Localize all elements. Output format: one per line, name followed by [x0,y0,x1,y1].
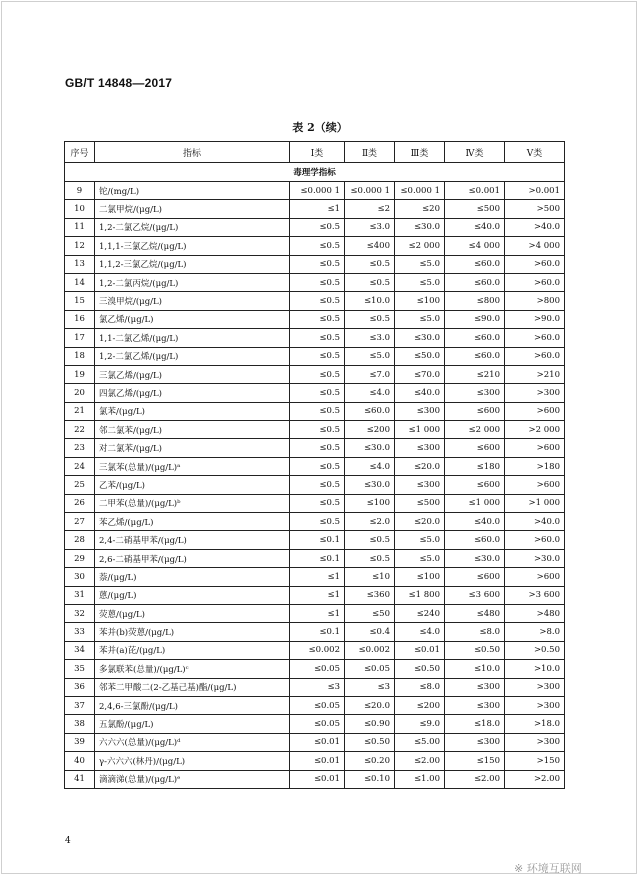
table-row [65,494,565,512]
class-4-cell: ≤30.0 [445,549,505,567]
class-1-cell: ≤0.5 [290,347,345,365]
indicator-cell: 苯并(b)荧蒽/(μg/L) [95,623,290,641]
class-2-cell: ≤400 [345,237,395,255]
indicator-cell: 1,2-二氯丙烷/(μg/L) [95,273,290,291]
serial-cell: 36 [65,678,95,696]
class-2-cell: ≤30.0 [345,439,395,457]
class-2-cell: ≤0.5 [345,549,395,567]
class-5-cell: >60.0 [505,531,565,549]
class-3-cell: ≤240 [395,604,445,622]
class-2-cell: ≤4.0 [345,457,395,475]
class-1-cell: ≤3 [290,678,345,696]
serial-cell: 23 [65,439,95,457]
class-2-cell: ≤7.0 [345,365,395,383]
class-4-cell: ≤600 [445,439,505,457]
class-2-cell: ≤100 [345,494,395,512]
class-2-cell: ≤3.0 [345,329,395,347]
table-row [65,660,565,678]
indicator-cell: 对二氯苯/(μg/L) [95,439,290,457]
class-3-cell: ≤30.0 [395,329,445,347]
serial-cell: 39 [65,733,95,751]
class-2-cell: ≤0.50 [345,733,395,751]
class-1-cell: ≤0.5 [290,402,345,420]
class-1-cell: ≤0.5 [290,255,345,273]
table-row [65,292,565,310]
serial-cell: 38 [65,715,95,733]
section-title: 毒理学指标 [65,163,565,182]
indicator-cell: 荧蒽/(μg/L) [95,604,290,622]
col-header-class-2: Ⅱ类 [345,142,395,163]
indicator-cell: 1,2-二氯乙烷/(μg/L) [95,218,290,236]
class-4-cell: ≤60.0 [445,255,505,273]
class-5-cell: >600 [505,568,565,586]
class-1-cell: ≤0.5 [290,513,345,531]
class-2-cell: ≤0.000 1 [345,182,395,200]
class-1-cell: ≤0.5 [290,494,345,512]
class-4-cell: ≤300 [445,733,505,751]
class-5-cell: >600 [505,402,565,420]
serial-cell: 24 [65,457,95,475]
class-5-cell: >150 [505,752,565,770]
class-1-cell: ≤0.5 [290,421,345,439]
serial-cell: 15 [65,292,95,310]
indicator-cell: 苯乙烯/(μg/L) [95,513,290,531]
indicator-cell: 2,6-二硝基甲苯/(μg/L) [95,549,290,567]
table-row [65,329,565,347]
class-2-cell: ≤50 [345,604,395,622]
indicator-cell: 乙苯/(μg/L) [95,476,290,494]
table-row [65,457,565,475]
table-row [65,255,565,273]
table-caption: 表 2（续） [292,121,348,134]
watermark: ※ 环境互联网 [514,862,582,875]
class-5-cell: >40.0 [505,513,565,531]
class-5-cell: >60.0 [505,255,565,273]
indicator-cell: 氯乙烯/(μg/L) [95,310,290,328]
class-4-cell: ≤600 [445,402,505,420]
indicator-cell: 二甲苯(总量)/(μg/L)ᵇ [95,494,290,512]
class-4-cell: ≤10.0 [445,660,505,678]
table-row [65,733,565,751]
class-5-cell: >4 000 [505,237,565,255]
class-4-cell: ≤4 000 [445,237,505,255]
serial-cell: 21 [65,402,95,420]
class-1-cell: ≤0.5 [290,292,345,310]
class-1-cell: ≤1 [290,568,345,586]
table-row [65,696,565,714]
class-5-cell: >40.0 [505,218,565,236]
class-2-cell: ≤3 [345,678,395,696]
class-3-cell: ≤5.0 [395,549,445,567]
table-row [65,402,565,420]
indicator-cell: 1,1,2-三氯乙烷/(μg/L) [95,255,290,273]
class-5-cell: >60.0 [505,347,565,365]
class-1-cell: ≤0.5 [290,384,345,402]
indicator-cell: 1,1-二氯乙烯/(μg/L) [95,329,290,347]
serial-cell: 29 [65,549,95,567]
class-1-cell: ≤0.5 [290,218,345,236]
class-3-cell: ≤1 800 [395,586,445,604]
class-1-cell: ≤1 [290,604,345,622]
serial-cell: 28 [65,531,95,549]
class-4-cell: ≤60.0 [445,329,505,347]
indicator-cell: 三氯乙烯/(μg/L) [95,365,290,383]
class-5-cell: >2.00 [505,770,565,788]
class-1-cell: ≤0.5 [290,273,345,291]
serial-cell: 14 [65,273,95,291]
class-1-cell: ≤0.5 [290,365,345,383]
class-5-cell: >0.001 [505,182,565,200]
class-4-cell: ≤150 [445,752,505,770]
col-header-serial: 序号 [65,142,95,163]
table-row [65,182,565,200]
class-3-cell: ≤5.00 [395,733,445,751]
indicator-cell: 2,4-二硝基甲苯/(μg/L) [95,531,290,549]
class-1-cell: ≤0.5 [290,457,345,475]
indicator-cell: 1,2-二氯乙烯/(μg/L) [95,347,290,365]
class-5-cell: >300 [505,696,565,714]
class-1-cell: ≤0.002 [290,641,345,659]
class-2-cell: ≤5.0 [345,347,395,365]
class-3-cell: ≤20 [395,200,445,218]
class-1-cell: ≤0.5 [290,439,345,457]
class-5-cell: >3 600 [505,586,565,604]
class-4-cell: ≤40.0 [445,218,505,236]
class-1-cell: ≤0.05 [290,715,345,733]
class-1-cell: ≤0.1 [290,531,345,549]
indicator-cell: 多氯联苯(总量)/(μg/L)ᶜ [95,660,290,678]
class-3-cell: ≤300 [395,476,445,494]
class-5-cell: >8.0 [505,623,565,641]
class-3-cell: ≤70.0 [395,365,445,383]
class-3-cell: ≤100 [395,292,445,310]
class-5-cell: >60.0 [505,273,565,291]
serial-cell: 13 [65,255,95,273]
class-5-cell: >300 [505,733,565,751]
class-4-cell: ≤60.0 [445,273,505,291]
serial-cell: 37 [65,696,95,714]
class-3-cell: ≤40.0 [395,384,445,402]
class-1-cell: ≤1 [290,200,345,218]
groundwater-quality-table [64,141,565,789]
class-3-cell: ≤0.01 [395,641,445,659]
class-3-cell: ≤100 [395,568,445,586]
class-3-cell: ≤9.0 [395,715,445,733]
class-1-cell: ≤0.1 [290,549,345,567]
serial-cell: 22 [65,421,95,439]
class-1-cell: ≤0.5 [290,476,345,494]
class-2-cell: ≤0.5 [345,255,395,273]
serial-cell: 20 [65,384,95,402]
class-5-cell: >600 [505,439,565,457]
indicator-cell: 二氯甲烷/(μg/L) [95,200,290,218]
class-2-cell: ≤0.5 [345,310,395,328]
indicator-cell: 1,1,1-三氯乙烷/(μg/L) [95,237,290,255]
class-4-cell: ≤600 [445,568,505,586]
class-5-cell: >60.0 [505,329,565,347]
class-3-cell: ≤200 [395,696,445,714]
col-header-class-4: Ⅳ类 [445,142,505,163]
class-4-cell: ≤300 [445,678,505,696]
class-2-cell: ≤2.0 [345,513,395,531]
class-2-cell: ≤3.0 [345,218,395,236]
class-4-cell: ≤3 600 [445,586,505,604]
class-5-cell: >480 [505,604,565,622]
table-row [65,678,565,696]
class-1-cell: ≤0.5 [290,237,345,255]
class-3-cell: ≤8.0 [395,678,445,696]
class-2-cell: ≤4.0 [345,384,395,402]
class-5-cell: >18.0 [505,715,565,733]
class-3-cell: ≤20.0 [395,457,445,475]
class-5-cell: >180 [505,457,565,475]
indicator-cell: 蒽/(μg/L) [95,586,290,604]
class-4-cell: ≤300 [445,384,505,402]
indicator-cell: 五氯酚/(μg/L) [95,715,290,733]
table-row [65,641,565,659]
class-4-cell: ≤0.50 [445,641,505,659]
class-2-cell: ≤200 [345,421,395,439]
class-4-cell: ≤2 000 [445,421,505,439]
serial-cell: 34 [65,641,95,659]
class-2-cell: ≤20.0 [345,696,395,714]
indicator-cell: 2,4,6-三氯酚/(μg/L) [95,696,290,714]
class-4-cell: ≤600 [445,476,505,494]
standard-code: GB/T 14848—2017 [65,76,173,90]
class-3-cell: ≤5.0 [395,310,445,328]
class-2-cell: ≤30.0 [345,476,395,494]
indicator-cell: γ-六六六(林丹)/(μg/L) [95,752,290,770]
table-row [65,310,565,328]
class-4-cell: ≤40.0 [445,513,505,531]
class-3-cell: ≤50.0 [395,347,445,365]
col-header-class-1: Ⅰ类 [290,142,345,163]
indicator-cell: 苯并(a)芘/(μg/L) [95,641,290,659]
class-5-cell: >500 [505,200,565,218]
table-row [65,531,565,549]
section-row [65,163,565,182]
col-header-class-5: Ⅴ类 [505,142,565,163]
serial-cell: 26 [65,494,95,512]
indicator-cell: 邻二氯苯/(μg/L) [95,421,290,439]
serial-cell: 18 [65,347,95,365]
class-4-cell: ≤210 [445,365,505,383]
serial-cell: 9 [65,182,95,200]
table-header-row [65,142,565,163]
serial-cell: 35 [65,660,95,678]
indicator-cell: 滴滴涕(总量)/(μg/L)ᵉ [95,770,290,788]
serial-cell: 40 [65,752,95,770]
class-4-cell: ≤300 [445,696,505,714]
class-2-cell: ≤0.4 [345,623,395,641]
table-row [65,752,565,770]
class-1-cell: ≤0.000 1 [290,182,345,200]
table-body [65,163,565,789]
indicator-cell: 六六六(总量)/(μg/L)ᵈ [95,733,290,751]
serial-cell: 12 [65,237,95,255]
class-3-cell: ≤2 000 [395,237,445,255]
class-2-cell: ≤60.0 [345,402,395,420]
class-1-cell: ≤0.05 [290,660,345,678]
table-row [65,421,565,439]
class-3-cell: ≤300 [395,439,445,457]
class-5-cell: >0.50 [505,641,565,659]
class-3-cell: ≤5.0 [395,255,445,273]
table-row [65,347,565,365]
class-3-cell: ≤500 [395,494,445,512]
serial-cell: 10 [65,200,95,218]
class-5-cell: >800 [505,292,565,310]
class-3-cell: ≤0.50 [395,660,445,678]
class-3-cell: ≤1.00 [395,770,445,788]
class-5-cell: >300 [505,678,565,696]
indicator-cell: 氯苯/(μg/L) [95,402,290,420]
class-4-cell: ≤60.0 [445,531,505,549]
class-3-cell: ≤0.000 1 [395,182,445,200]
class-1-cell: ≤0.01 [290,752,345,770]
class-5-cell: >90.0 [505,310,565,328]
class-4-cell: ≤60.0 [445,347,505,365]
class-2-cell: ≤0.5 [345,273,395,291]
class-4-cell: ≤800 [445,292,505,310]
indicator-cell: 四氯乙烯/(μg/L) [95,384,290,402]
table-row [65,273,565,291]
table-row [65,770,565,788]
indicator-cell: 三氯苯(总量)/(μg/L)ᵃ [95,457,290,475]
table-row [65,568,565,586]
class-4-cell: ≤180 [445,457,505,475]
serial-cell: 30 [65,568,95,586]
indicator-cell: 萘/(μg/L) [95,568,290,586]
class-2-cell: ≤0.20 [345,752,395,770]
class-5-cell: >2 000 [505,421,565,439]
col-header-indicator: 指标 [95,142,290,163]
table-row [65,513,565,531]
table-row [65,623,565,641]
serial-cell: 16 [65,310,95,328]
serial-cell: 32 [65,604,95,622]
class-3-cell: ≤300 [395,402,445,420]
class-5-cell: >10.0 [505,660,565,678]
table-row [65,365,565,383]
class-1-cell: ≤0.05 [290,696,345,714]
class-1-cell: ≤0.01 [290,770,345,788]
class-2-cell: ≤0.5 [345,531,395,549]
table-row [65,586,565,604]
class-4-cell: ≤8.0 [445,623,505,641]
class-2-cell: ≤2 [345,200,395,218]
table-row [65,384,565,402]
serial-cell: 41 [65,770,95,788]
serial-cell: 31 [65,586,95,604]
class-4-cell: ≤18.0 [445,715,505,733]
class-2-cell: ≤0.10 [345,770,395,788]
class-4-cell: ≤90.0 [445,310,505,328]
serial-cell: 27 [65,513,95,531]
indicator-cell: 铊/(mg/L) [95,182,290,200]
table-row [65,549,565,567]
class-4-cell: ≤2.00 [445,770,505,788]
class-3-cell: ≤5.0 [395,273,445,291]
class-5-cell: >30.0 [505,549,565,567]
serial-cell: 19 [65,365,95,383]
class-5-cell: >300 [505,384,565,402]
class-3-cell: ≤4.0 [395,623,445,641]
serial-cell: 17 [65,329,95,347]
class-1-cell: ≤0.5 [290,329,345,347]
class-1-cell: ≤1 [290,586,345,604]
class-1-cell: ≤0.01 [290,733,345,751]
class-2-cell: ≤10 [345,568,395,586]
class-2-cell: ≤10.0 [345,292,395,310]
class-4-cell: ≤0.001 [445,182,505,200]
table-row [65,200,565,218]
class-4-cell: ≤480 [445,604,505,622]
class-4-cell: ≤500 [445,200,505,218]
class-2-cell: ≤0.90 [345,715,395,733]
class-4-cell: ≤1 000 [445,494,505,512]
table-row [65,476,565,494]
class-5-cell: >600 [505,476,565,494]
class-2-cell: ≤0.05 [345,660,395,678]
indicator-cell: 三溴甲烷/(μg/L) [95,292,290,310]
serial-cell: 25 [65,476,95,494]
class-3-cell: ≤5.0 [395,531,445,549]
col-header-class-3: Ⅲ类 [395,142,445,163]
serial-cell: 11 [65,218,95,236]
class-2-cell: ≤360 [345,586,395,604]
class-1-cell: ≤0.5 [290,310,345,328]
class-3-cell: ≤1 000 [395,421,445,439]
serial-cell: 33 [65,623,95,641]
table-row [65,237,565,255]
indicator-cell: 邻苯二甲酸二(2-乙基己基)酯/(μg/L) [95,678,290,696]
class-1-cell: ≤0.1 [290,623,345,641]
class-2-cell: ≤0.002 [345,641,395,659]
table-row [65,218,565,236]
page-number: 4 [65,836,71,846]
table-row [65,715,565,733]
class-3-cell: ≤30.0 [395,218,445,236]
class-3-cell: ≤2.00 [395,752,445,770]
class-5-cell: >210 [505,365,565,383]
table-row [65,439,565,457]
class-5-cell: >1 000 [505,494,565,512]
class-3-cell: ≤20.0 [395,513,445,531]
table-row [65,604,565,622]
